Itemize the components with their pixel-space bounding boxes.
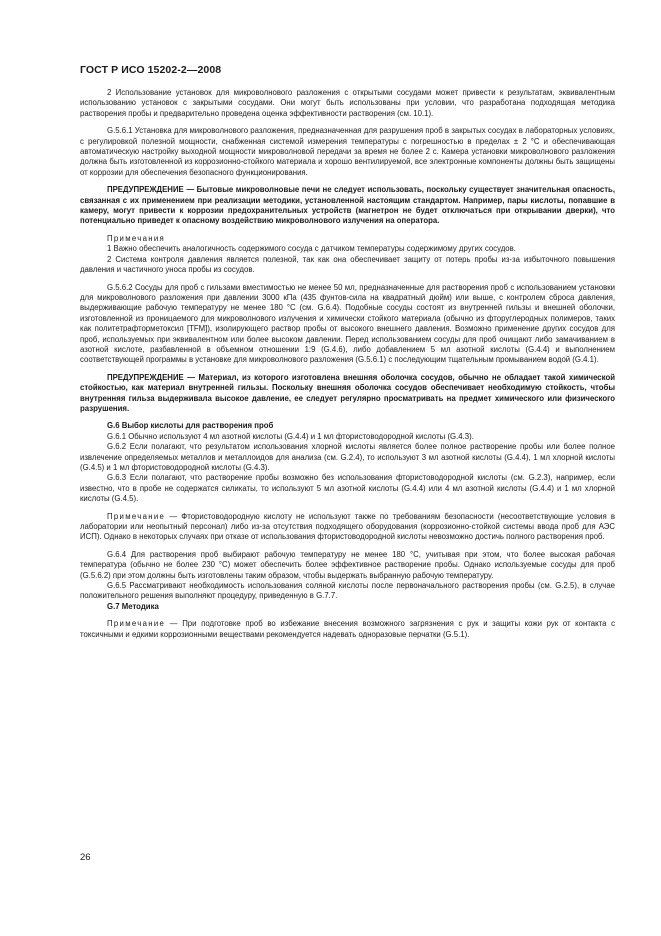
document-header: ГОСТ Р ИСО 15202-2—2008 — [80, 64, 222, 76]
clause-g-6-5: G.6.5 Рассматривают необходимость использования соляной кислоты после первоначального растворения пробы (см. G.2.5), в случае положительного решения выполняют процедуру, приведенную в G.7.7. — [80, 581, 615, 601]
note-label: Примечание — [107, 511, 166, 521]
note-paragraph: 2 Использование установок для микроволнового разложения с открытыми сосудами может привести к результатам, эквивалентным использованию установок с закрытыми сосудами. Они могут быть использованы при условии, что разработана подходящая методика растворения пробы и предварительно проведена оценка эффективности растворения (см. 10.1). — [80, 88, 615, 118]
note-1: 1 Важно обеспечить аналогичность содержимого сосуда с датчиком температуры содержимому других сосудов. — [107, 244, 516, 254]
warning-paragraph: ПРЕДУПРЕЖДЕНИЕ — Бытовые микроволновые печи не следует использовать, поскольку существует значительная опасность, связанная с их применением при реализации методики, установленной настоящим стандартом. Например, пары кислоты, попавшие в камеру, могут привести к коррозии предохранительных устройств (магнетрон не будет отключаться при открывании дверки), что потенциально приведет к опасному воздействию микроволнового излучения на оператора. — [80, 185, 615, 226]
notes-label: Примечания — [107, 233, 166, 243]
clause-g-6-2: G.6.2 Если полагают, что результатом использования хлорной кислоты является более полное растворение пробы или более полное извлечение определяемых металлов и металлоидов для анализа (см. G.2.4), то используют 3 мл азотной кислоты (G.4.4), 1 мл хлорной кислоты (G.4.5) и 1 мл фтористоводородной кислоты (G.4.3). — [80, 442, 615, 472]
note-text: — Фтористоводородную кислоту не используют также по требованиям безопасности (несоответствующие условия в лаборатории или неопытный персонал) либо из-за отсутствия подходящего оборудования (коррозионно-стойкой системы ввода проб для АЭС ИСП). Однако в некоторых случаях при отказе от использования фтористоводородной кислоты невозможно достичь полного растворения проб. — [80, 511, 615, 542]
clause-g-6-4: G.6.4 Для растворения проб выбирают рабочую температуру не менее 180 °С, учитывая при этом, что более высокая рабочая температура (обычно не более 230 °С) может обеспечить более эффективное растворение пробы. Однако используемые сосуды для проб (G.5.6.2) при этом должны быть изготовлены таким образом, чтобы выдержать выбранную рабочую температуру. — [80, 549, 615, 580]
clause-g-5-6-2: G.5.6.2 Сосуды для проб с гильзами вместимостью не менее 50 мл, предназначенные для растворения проб с использованием установки для микроволнового разложения при давлении 3000 кПа (435 фунтов-сила на квадратный дюйм) или выше, с контролем сброса давления, выдерживающие рабочую температуру не менее 180 °С (см. G.6.4). Подобные сосуды состоят из внутренней гильзы и внешней оболочки, изготовленной из проницаемого для микроволнового излучения и химически стойкого материала (обычно из фторуглеродных полимеров, таких как политетрафторметоксил [TFM]), изолирующего раствор пробы от высокого внешнего давления. Возможно применение других сосудов для проб, используемых при эквивалентном или более высоком давлении. Перед использованием сосуды для проб очищают либо замачиванием в азотной кислоте, разбавленной в объемном отношении 1:9 (G.4.6), либо добавлением 5 мл азотной кислоты (G.4.4) и выполнением соответствующей программы в установке для микроволнового разложения (G.5.6.1) с последующим тщательным промыванием водой (G.4.1). — [80, 282, 615, 365]
clause-g-5-6-1: G.5.6.1 Установка для микроволнового разложения, предназначенная для разрушения проб в закрытых сосудах в лабораторных условиях, с регулировкой полезной мощности, снабженная системой измерения температуры с погрешностью в пределах ± 2 °С и обеспечивающая автоматическую настройку выходной мощности микроволновой передачи за время не более 2 с. Камера установки микроволнового разложения должна быть изготовленной из коррозионно-стойкого материала и хорошо вентилируемой, все электронные компоненты должны быть защищены от коррозии для обеспечения безопасного функционирования. — [80, 126, 615, 177]
document-body — [80, 88, 615, 640]
warning-paragraph: ПРЕДУПРЕЖДЕНИЕ — Материал, из которого изготовлена внешняя оболочка сосудов, обычно не обладает такой химической стойкостью, как материал внутренней гильзы. Поскольку внешняя оболочка сосудов обеспечивает необходимую стойкость, чтобы внутренняя гильза выдерживала высокое давление, ее следует регулярно просматривать на предмет химического или физического разрушения. — [80, 372, 615, 413]
section-heading-g6: G.6 Выбор кислоты для растворения проб — [107, 421, 274, 431]
section-heading-g7: G.7 Методика — [107, 601, 159, 611]
note-label: Примечание — [107, 619, 166, 629]
clause-g-6-3: G.6.3 Если полагают, что растворение пробы возможно без использования фтористоводородной кислоты (см. G.2.3), например, если известно, что в пробе не содержатся силикаты, то используют 5 мл азотной кислоты (G.4.4) или 4 мл азотной кислоты (G.4.4) и 1 мл хлорной кислоты (G.4.5). — [80, 473, 615, 504]
page-number: 26 — [80, 852, 91, 863]
clause-g-6-1: G.6.1 Обычно используют 4 мл азотной кислоты (G.4.4) и 1 мл фтористоводородной кислоты (G.4.3). — [107, 431, 474, 441]
note-text: — При подготовке проб во избежание внесения возможного загрязнения с рук и защиты кожи рук от контакта с токсичными и едкими коррозионными веществами рекомендуется надевать одноразовые перчатки (G.5.1). — [80, 619, 615, 639]
note-paragraph — [80, 512, 615, 543]
note-2: 2 Система контроля давления является полезной, так как она обеспечивает защиту от потерь пробы из-за избыточного повышения давления и частичного уноса пробы из сосудов. — [80, 254, 615, 275]
note-paragraph — [80, 619, 615, 640]
